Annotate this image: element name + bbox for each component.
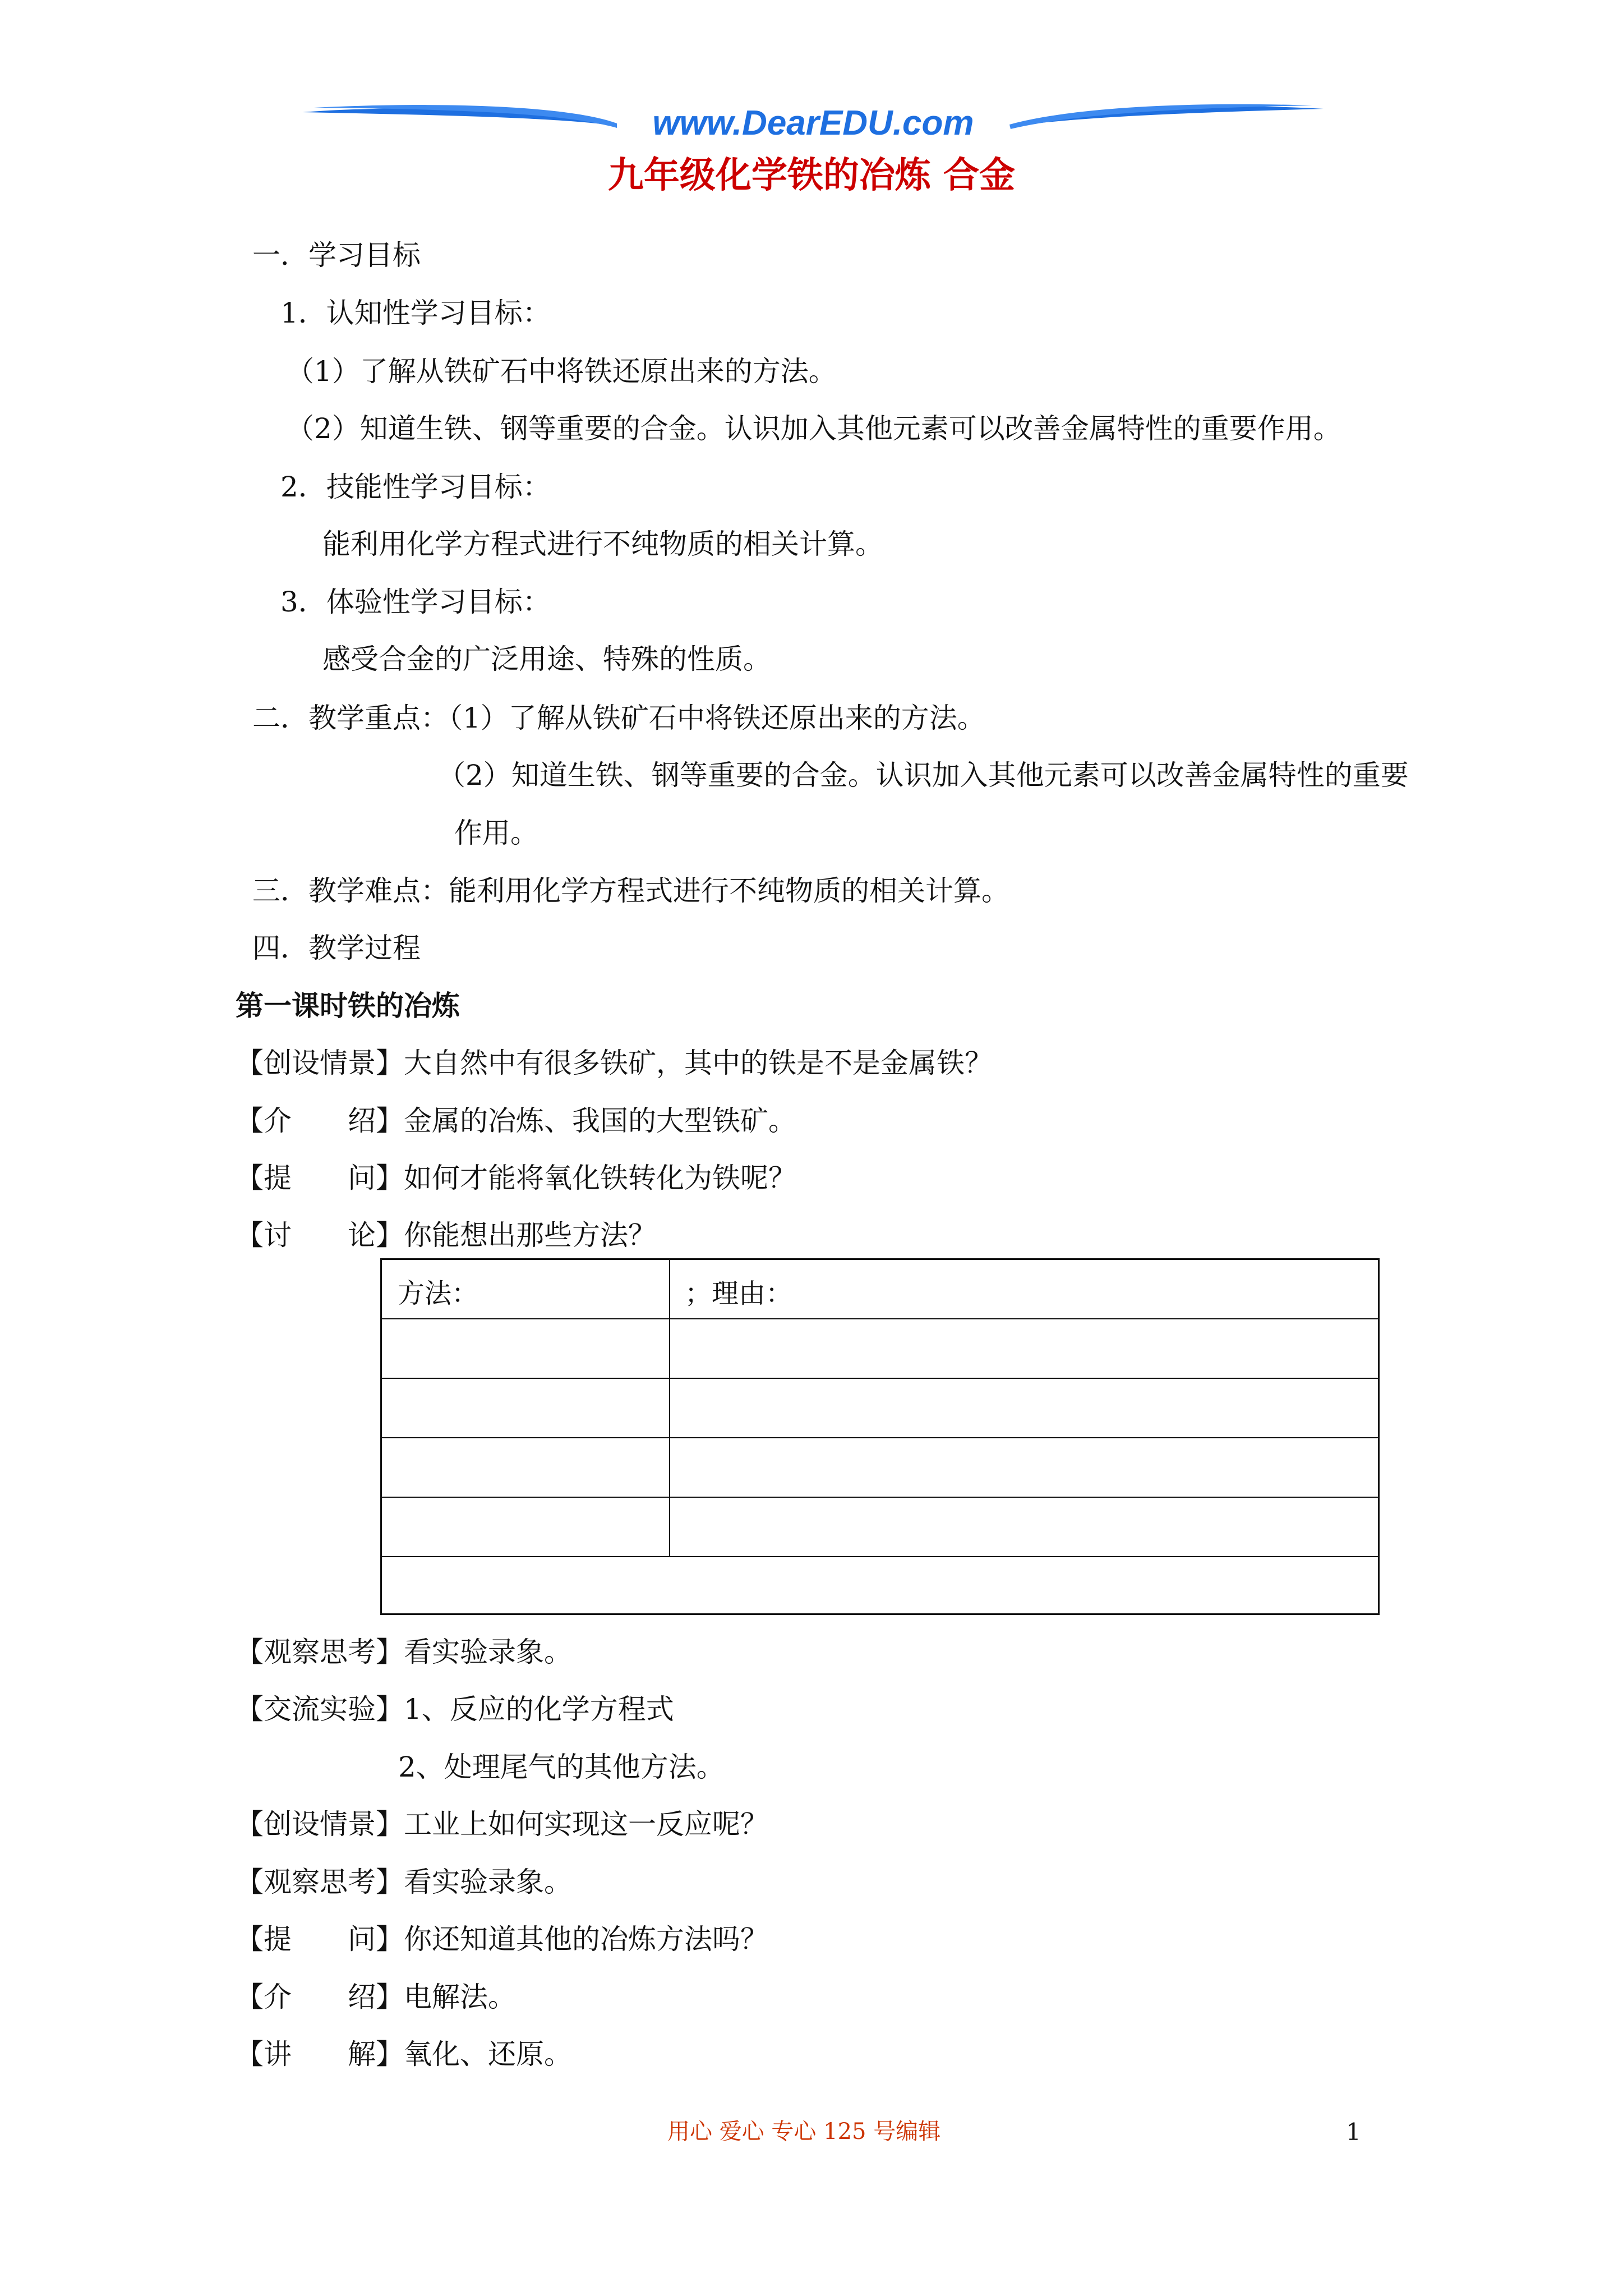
lesson-item-label: 【讲 解】 — [236, 2038, 404, 2070]
lesson-item — [236, 1104, 796, 1138]
lesson-item-text: 大自然中有很多铁矿，其中的铁是不是金属铁？ — [404, 1047, 993, 1079]
lesson-heading: 第一课时铁的冶炼 — [236, 989, 460, 1022]
lesson-item-text: 你能想出那些方法？ — [404, 1219, 656, 1251]
footer-slogan: 用心 爱心 专心 125 号编辑 — [667, 2119, 941, 2145]
goal-skill-heading: 2．技能性学习目标： — [280, 471, 551, 503]
lesson-item-text: 如何才能将氧化铁转化为铁呢？ — [404, 1162, 796, 1194]
lesson-item-text: 氧化、还原。 — [404, 2038, 572, 2070]
lesson-item — [236, 1046, 993, 1080]
goal-experience-item: 感受合金的广泛用途、特殊的性质。 — [322, 643, 771, 675]
lesson-item-text: 你还知道其他的冶炼方法吗？ — [404, 1923, 768, 1955]
section-1-heading: 一．学习目标 — [252, 239, 421, 272]
table-row-divider — [382, 1378, 1378, 1379]
section-2-heading: 二．教学重点：（1）了解从铁矿石中将铁还原出来的方法。 — [252, 702, 985, 734]
goal-skill-item: 能利用化学方程式进行不纯物质的相关计算。 — [322, 528, 883, 560]
page-title: 九年级化学铁的冶炼 合金 — [607, 154, 1016, 196]
lesson-item — [236, 1218, 656, 1252]
lesson-item-label: 【讨 论】 — [236, 1219, 404, 1251]
lesson-item-text: 1、反应的化学方程式 — [404, 1693, 674, 1726]
table-row-divider — [382, 1497, 1378, 1498]
lesson-item-label: 【观察思考】 — [236, 1866, 404, 1898]
section-3-heading: 三．教学难点：能利用化学方程式进行不纯物质的相关计算。 — [252, 875, 1009, 907]
lesson-item — [236, 1161, 796, 1195]
table-row-divider — [382, 1437, 1378, 1438]
goal-cognitive-item-1: （1）了解从铁矿石中将铁还原出来的方法。 — [286, 355, 837, 388]
table-row-divider — [382, 1318, 1378, 1319]
lesson-item-text: 看实验录象。 — [404, 1866, 572, 1898]
section-2-item-2: （2）知道生铁、钢等重要的合金。认识加入其他元素可以改善金属特性的重要 — [437, 759, 1409, 792]
lesson-item — [236, 1922, 768, 1956]
goal-cognitive-heading: 1．认知性学习目标： — [280, 297, 551, 329]
goal-cognitive-item-2: （2）知道生铁、钢等重要的合金。认识加入其他元素可以改善金属特性的重要作用。 — [286, 412, 1341, 445]
header-banner — [303, 101, 1324, 151]
lesson-item-label: 【观察思考】 — [236, 1636, 404, 1668]
site-url-logo: www.DearEDU.com — [652, 104, 974, 142]
page-number: 1 — [1346, 2118, 1361, 2146]
lesson-item — [236, 1807, 768, 1841]
lesson-item-text: 2、处理尾气的其他方法。 — [398, 1751, 725, 1783]
lesson-item — [236, 1865, 572, 1899]
table-column-divider — [669, 1260, 670, 1556]
lesson-item-label: 【创设情景】 — [236, 1047, 404, 1079]
lesson-item-label: 【介 绍】 — [236, 1105, 404, 1137]
methods-table — [380, 1258, 1380, 1615]
lesson-item — [236, 1692, 674, 1726]
lesson-item-text: 工业上如何实现这一反应呢？ — [404, 1808, 768, 1841]
section-2-item-2-cont: 作用。 — [454, 817, 538, 849]
lesson-item-label: 【交流实验】 — [236, 1693, 404, 1726]
lesson-item — [236, 2037, 572, 2071]
goal-experience-heading: 3．体验性学习目标： — [280, 586, 551, 618]
lesson-item — [236, 1635, 572, 1669]
table-header-reason: ；理由： — [685, 1278, 793, 1309]
lesson-item-text: 金属的冶炼、我国的大型铁矿。 — [404, 1105, 796, 1137]
lesson-item — [236, 1980, 516, 2014]
table-row-divider — [382, 1556, 1378, 1557]
lesson-item-label: 【提 问】 — [236, 1923, 404, 1955]
section-4-heading: 四．教学过程 — [252, 932, 421, 964]
lesson-item-label: 【介 绍】 — [236, 1981, 404, 2013]
lesson-item-label: 【提 问】 — [236, 1162, 404, 1194]
lesson-item — [398, 1750, 725, 1784]
lesson-item-label: 【创设情景】 — [236, 1808, 404, 1841]
lesson-item-text: 电解法。 — [404, 1981, 516, 2013]
lesson-item-text: 看实验录象。 — [404, 1636, 572, 1668]
table-header-method: 方法： — [398, 1278, 479, 1309]
